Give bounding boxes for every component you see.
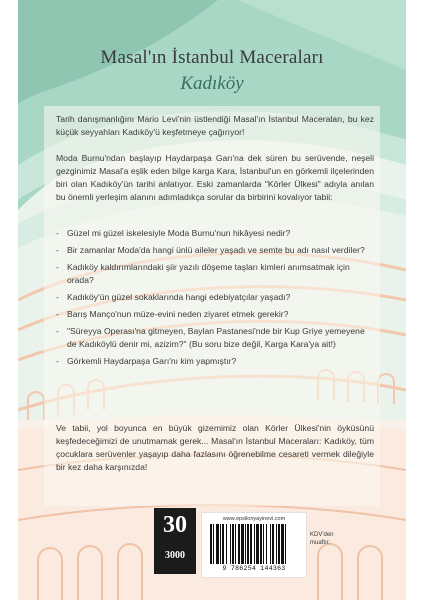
logo-subtext: 3000: [165, 550, 185, 561]
list-item: [56, 261, 374, 287]
list-item: [56, 291, 374, 304]
list-item: [56, 308, 374, 321]
isbn-number: 9 786254 144363: [222, 565, 286, 572]
question-text: - Kadıköy'ün güzel sokaklarında hangi edebiyatçılar yaşadı?: [67, 292, 291, 302]
list-item: [56, 244, 374, 257]
list-item: [56, 325, 374, 351]
logo-number: 30: [163, 512, 187, 538]
question-text: - Bir zamanlar Moda'da hangi ünlü aileler yaşadı ve semte bu adı nasıl verdiler?: [67, 245, 365, 255]
story-paragraph: Moda Burnu'ndan başlayıp Haydarpaşa Garı'na dek süren bu serüvende, neşeli gezginimiz Masal'a eşlik eden bilge karga Kara, İstanbul'un en görkemli ilçelerinden biri olan Kadıköy'ün tarihi anlatıyor. Eski zamanlarda "Körler Ülkesi" adıyla anılan bu önemli yerleşim alanını adımladıkça sorular da birbirini kovalıyor tabii:: [56, 153, 374, 202]
tax-note: KDV'den muaftır.: [310, 532, 334, 546]
question-text: - Güzel mi güzel iskelesiyle Moda Burnu'nun hikâyesi nedir?: [67, 228, 291, 238]
closing-paragraph: Ve tabii, yol boyunca en büyük gizemimiz olan Körler Ülkesi'nin öyküsünü keşfedeceğimizi de unutmamak gerek... Masal'ın İstanbul Maceraları: Kadıköy, tüm çocuklara serüvenler yaşayıp daha fazlasını öğrenebilme cesareti vermek dileğiyle bir kez daha karşınızda!: [56, 423, 374, 472]
questions-list: [56, 227, 374, 372]
question-text: - "Süreyya Operası'na gitmeyen, Baylan Pastanesi'nde bir Kup Griye yemeyene de Kadıköylü denir mi, azizim?" (Bu soru bize değil, Karga Kara'ya ait!): [67, 326, 365, 349]
barcode-panel: [201, 512, 307, 578]
anniversary-logo: [154, 508, 196, 574]
barcode-icon: [209, 524, 299, 564]
list-item: [56, 355, 374, 368]
question-text: - Barış Manço'nun müze-evini neden ziyaret etmek gerekir?: [67, 309, 289, 319]
publisher-url: www.epsilonyayinevi.com: [222, 516, 286, 522]
series-title: Masal'ın İstanbul Maceraları: [100, 47, 324, 68]
cover-text-area: [18, 0, 406, 600]
back-cover: [18, 0, 406, 600]
list-item: [56, 227, 374, 240]
question-text: - Görkemli Haydarpaşa Garı'nı kim yapmıştır?: [67, 356, 237, 366]
book-title: Kadıköy: [180, 73, 244, 94]
question-text: - Kadıköy kaldırımlarındaki şiir yazılı döşeme taşları kimleri anımsatmak için orada?: [67, 262, 350, 285]
intro-paragraph: Tarih danışmanlığını Mario Levi'nin üstlendiği Masal'ın İstanbul Maceraları, bu kez küçük seyyahları Kadıköy'ü keşfetmeye çağırıyor!: [56, 114, 374, 137]
